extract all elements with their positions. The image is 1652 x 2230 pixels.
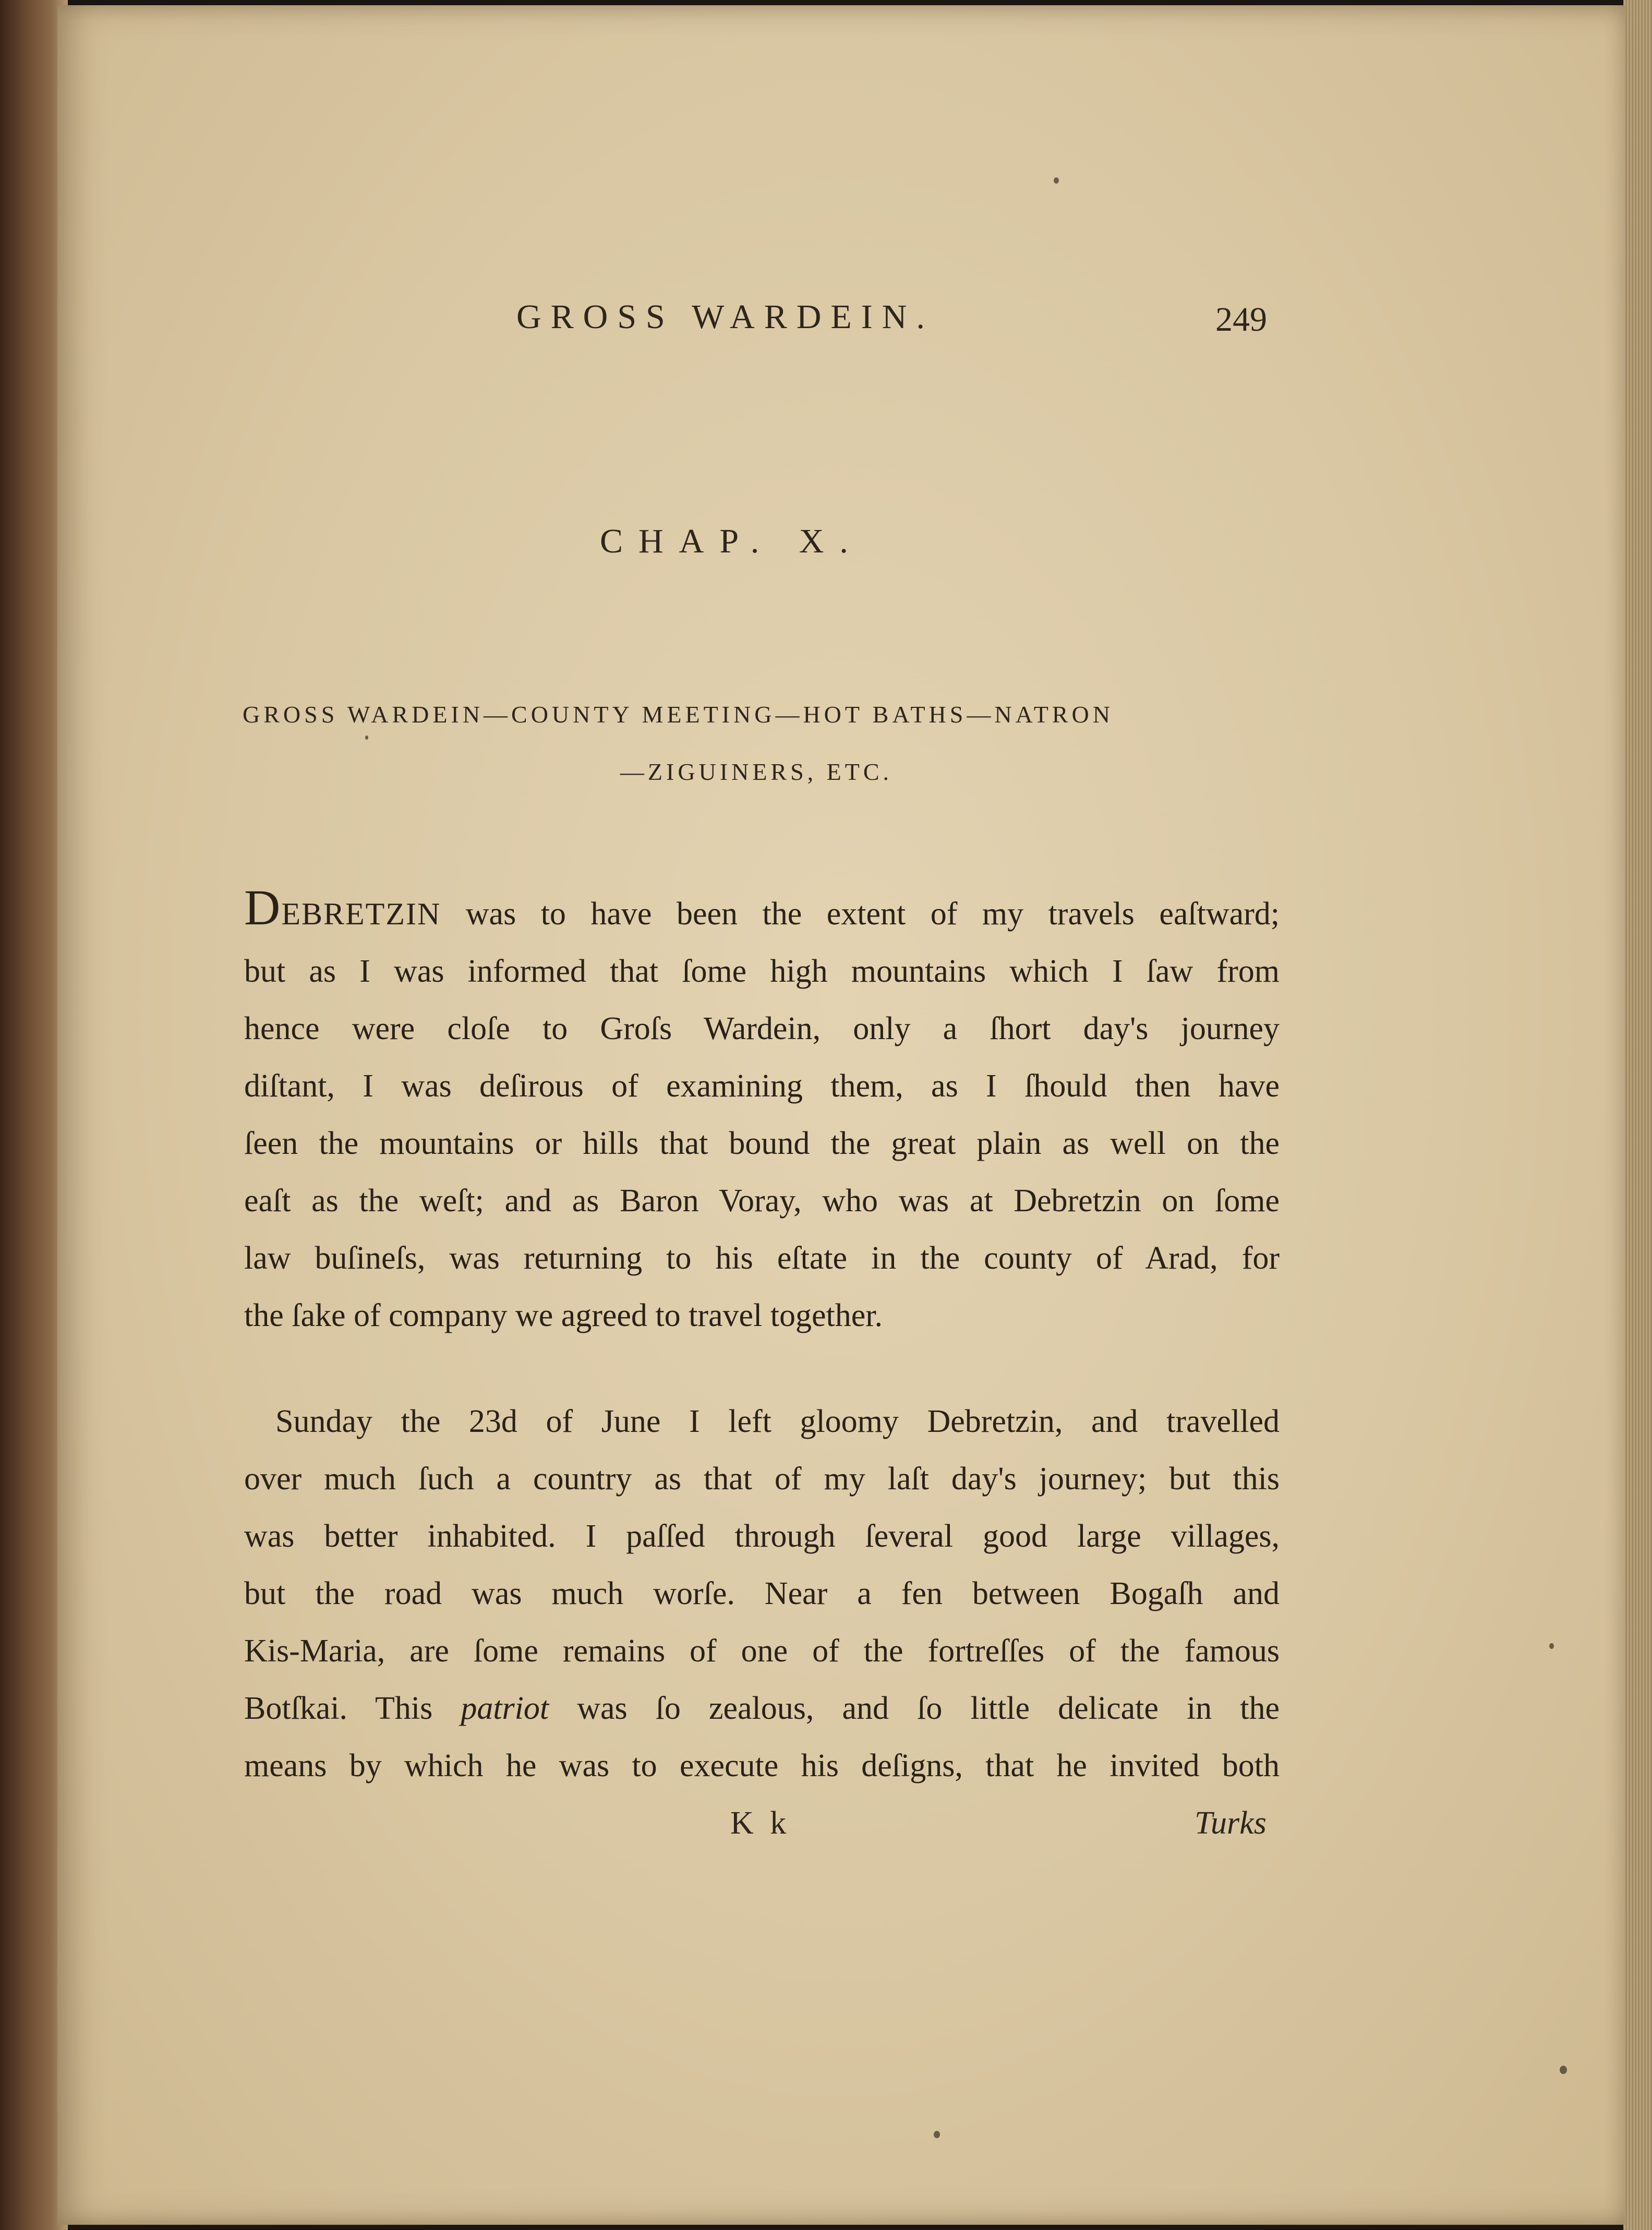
text-line: hence were cloſe to Groſs Wardein, only a ſhort day's journey <box>244 1011 1280 1046</box>
text-line: diſtant, I was deſirous of examining them, as I ſhould then have <box>244 1068 1280 1104</box>
text-fragment: was ſo zealous, and ſo little delicate in the <box>577 1691 1280 1726</box>
chapter-title: CHAP. X. <box>600 522 864 560</box>
text-line: over much ſuch a country as that of my laſt day's journey; but this <box>244 1461 1280 1497</box>
text-line: but the road was much worſe. Near a fen between Bogaſh and <box>244 1576 1280 1611</box>
text-line <box>244 879 1280 943</box>
text-line: Sunday the 23d of June I left gloomy Debretzin, and travelled <box>275 1404 1280 1439</box>
foxing-spot <box>365 736 368 740</box>
text-line-rest: was to have been the extent of my travels eaſtward; <box>441 896 1280 932</box>
text-line: eaſt as the weſt; and as Baron Voray, who was at Debretzin on ſome <box>244 1183 1280 1219</box>
foxing-spot <box>1054 177 1059 184</box>
text-line: means by which he was to execute his deſigns, that he invited both <box>244 1748 1280 1783</box>
text-line: ſeen the mountains or hills that bound the great plain as well on the <box>244 1126 1280 1161</box>
chapter-summary-line: GROSS WARDEIN—COUNTY MEETING—HOT BATHS—NATRON <box>243 701 1114 728</box>
text-fragment: Botſkai. This <box>244 1691 433 1726</box>
text-line: law buſineſs, was returning to his eſtate in the county of Arad, for <box>244 1240 1280 1276</box>
text-line: the ſake of company we agreed to travel together. <box>244 1298 883 1333</box>
signature-mark: K k <box>730 1805 791 1841</box>
paragraph-1 <box>244 879 1280 1344</box>
page-edges <box>1623 0 1652 2230</box>
italic-word: patriot <box>461 1691 549 1726</box>
catchword: Turks <box>1195 1805 1267 1841</box>
page-number: 249 <box>1215 300 1267 339</box>
paragraph-2 <box>244 1393 1280 1794</box>
book-page <box>57 5 1625 2225</box>
foxing-spot <box>1549 1643 1554 1649</box>
running-head-title: GROSS WARDEIN. <box>516 298 934 336</box>
text-line: but as I was informed that ſome high mountains which I ſaw from <box>244 954 1280 989</box>
foxing-spot <box>934 2131 940 2138</box>
chapter-summary <box>243 686 1291 801</box>
chapter-summary-line: —ZIGUINERS, ETC. <box>620 758 893 785</box>
foxing-spot <box>1560 2066 1567 2074</box>
small-caps-word: EBRETZIN <box>281 897 441 931</box>
text-line <box>244 1680 1280 1737</box>
text-line: Kis-Maria, are ſome remains of one of the fortreſſes of the famous <box>244 1633 1280 1669</box>
text-line: was better inhabited. I paſſed through ſeveral good large villages, <box>244 1518 1280 1554</box>
drop-cap: D <box>244 879 282 935</box>
